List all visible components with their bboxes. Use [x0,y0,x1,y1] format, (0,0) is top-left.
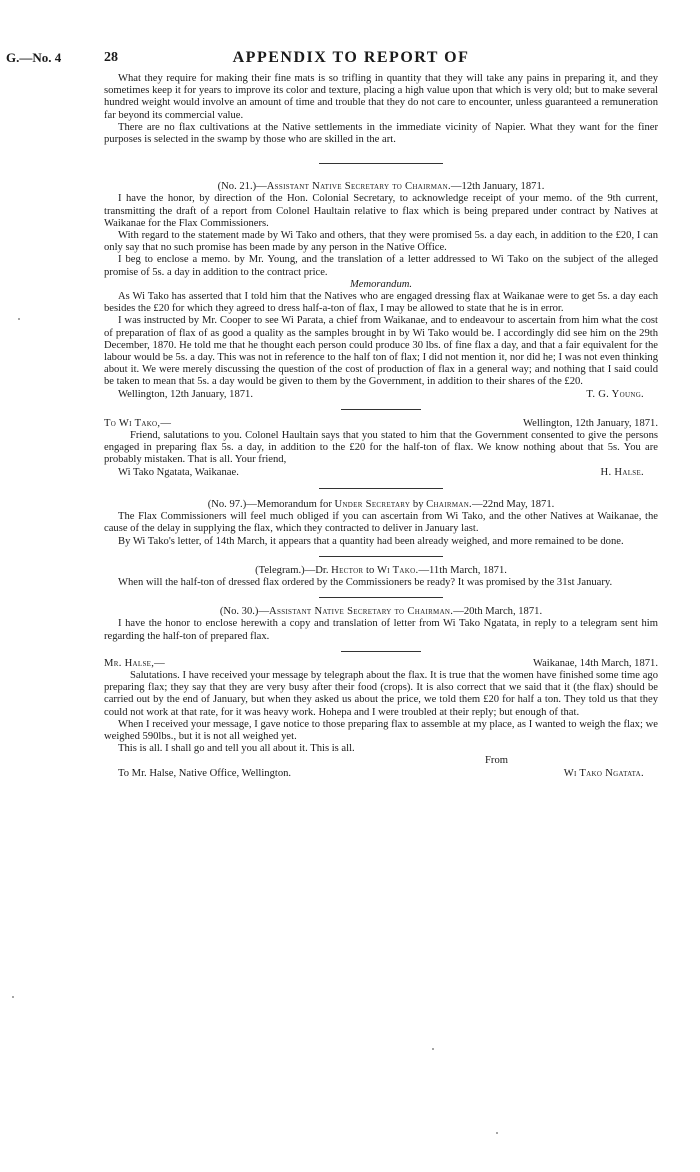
letter-place-date: Wellington, 12th January, 1871. [523,417,658,429]
intro-paragraph: There are no flax cultivations at the Native settlements in the immediate vicinity of Napier. What they want for the finer purposes is selected in the swamp by those who are skilled in the art. [104,121,658,146]
telegram-heading: (Telegram.)—Dr. Hector to Wi Tako.—11th March, 1871. [255,564,507,576]
telegram-body: When will the half-ton of dressed flax ordered by the Commissioners be ready? It was promised by the 31st January. [118,576,613,588]
memo-signature: T. G. Young. [586,388,644,400]
letter-30-heading: (No. 30.)—Assistant Native Secretary to Chairman.—20th March, 1871. [219,606,543,618]
letter-21-paragraph: With regard to the statement made by Wi Tako and others, that they were promised 5s. a day each, in addition to the £20, I can only say that no such promise has been made by any person in the Native Office. [104,230,658,254]
letter-from: From [485,755,508,767]
letter-wi-tako-opening [104,418,658,430]
memo-97-paragraph: By Wi Tako's letter, of 14th March, it appears that a quantity had been already weighed, and more remained to be done. [118,535,624,547]
memo-paragraph: As Wi Tako has asserted that I told him that the Natives who are engaged dressing flax at Waikanae were to get 5s. a day each besides the £20 for which they agreed to dress half-a-ton of flax, I may be allowed to state that he is in error. [104,291,658,315]
margin-mark [18,318,20,320]
session-reference: G.—No. 4 [6,50,62,65]
running-title: APPENDIX TO REPORT OF [232,49,470,66]
letter-30-body: I have the honor to enclose herewith a copy and translation of letter from Wi Tako Ngatata, in reply to a telegram sent him regarding the half-ton of prepared flax. [104,618,658,642]
letter-21-heading: (No. 21.)—Assistant Native Secretary to Chairman.—12th January, 1871. [217,181,545,193]
letter-salutation: Mr. Halse,— [104,657,166,669]
letter-salutation: To Wi Tako,— [104,417,172,429]
letter-halse-paragraph: When I received your message, I gave notice to those preparing flax to assemble at my place, as I wanted to weigh the flax; we weighed 590lbs., but it is not all weighed yet. [104,718,658,742]
letter-21-paragraph: I beg to enclose a memo. by Mr. Young, and the translation of a letter addressed to Wi Tako on the subject of the alleged promise of 5s. a day in addition to the contract price. [104,254,658,278]
memo-place-date: Wellington, 12th January, 1871. [118,388,253,400]
page-number: 28 [104,50,118,65]
memo-97-paragraph: The Flax Commissioners will feel much obliged if you can ascertain from Wi Tako, and the other Natives at Waikanae, the cause of the delay in supplying the flax, which they contracted to deliver in January last. [104,511,658,535]
memo-paragraph: I was instructed by Mr. Cooper to see Wi Parata, a chief from Waikanae, and to endeavour to ascertain from him what the cost of preparation of flax of as good a quality as the samples brought in by Wi Tako would be. I accordingly did see him on the 29th December, 1870. He told me that he thought each person could produce 30 lbs. of fine flax a day, and that a fair equivalent for the labour would be 5s. a day. This was not in reference to the half ton of flax; I did not mention it, nor did he; I was not even thinking about it. We were merely discussing the question of the cost of production of flax in a general way; and nothing that I said could be taken to mean that 5s. a day would be given to them by the Government, in addition to their shares of the £20. [104,315,658,388]
page-header [6,50,696,70]
letter-addressee: To Mr. Halse, Native Office, Wellington. [118,767,292,779]
letter-halse-signoff [104,768,658,780]
memo-signoff [104,389,658,401]
margin-mark [496,1132,498,1134]
letter-halse-paragraph: This is all. I shall go and tell you all about it. This is all. [118,743,355,755]
intro-paragraph: What they require for making their fine mats is so trifling in quantity that they will take any pains in preparing it, and they sometimes keep it for years to improve its color and texture, placing a high value upon that which is very old; but to make several hundred weight would involve an amount of time and trouble that they do not care to encounter, unless guaranteed a remuneration far beyond its commercial value. [104,73,658,121]
memo-97-heading: (No. 97.)—Memorandum for Under Secretary by Chairman.—22nd May, 1871. [207,498,555,510]
letter-wi-tako-signoff [104,467,658,479]
letter-halse-paragraph: Salutations. I have received your message by telegraph about the flax. It is true that the women have finished some time ago preparing flax; they say that they are very busy after their food (crops). It is also correct that we said that it (the flax) should be carried out by the end of January, but when they asked us about the price, we told them £20 for half a ton. They told us that they could not work at that rate, for it was heavy work. Hohepa and I were troubled at their reply; but enough of that. [104,669,658,718]
memorandum-title: Memorandum. [349,278,413,290]
letter-signature: H. Halse. [600,466,644,478]
margin-mark [12,996,14,998]
margin-mark [432,1048,434,1050]
letter-addressee: Wi Tako Ngatata, Waikanae. [118,466,239,478]
letter-signature: Wi Tako Ngatata. [563,767,644,779]
document-body [104,73,658,780]
letter-wi-tako-body: Friend, salutations to you. Colonel Haultain says that you stated to him that the Government consented to give the persons engaged in preparing flax 5s. a day, in addition to the £20 for the half-ton of flax. We know nothing about that 5s. You are probably mistaken. That is all. Your friend, [104,430,658,466]
letter-halse-opening [104,658,658,670]
letter-21-paragraph: I have the honor, by direction of the Hon. Colonial Secretary, to acknowledge receipt of your memo. of the 9th current, transmitting the draft of a report from Colonel Haultain relative to flax which is being prepared under contract by Natives at Waikanae for the Flax Commissioners. [104,193,658,229]
letter-place-date: Waikanae, 14th March, 1871. [532,657,658,669]
